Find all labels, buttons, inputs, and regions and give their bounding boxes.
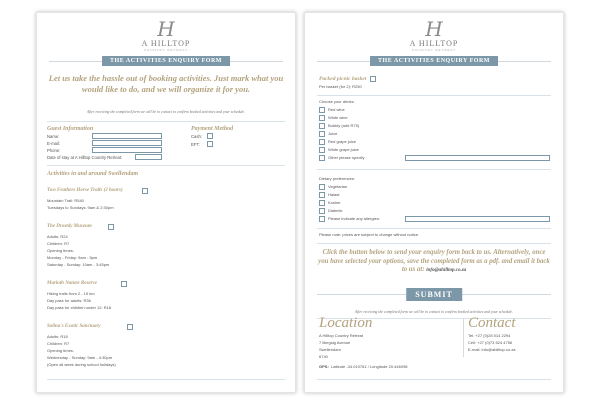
activity-checkbox[interactable]	[127, 324, 133, 330]
activity-detail: Hiking trails from 2 - 15 km	[47, 291, 95, 296]
eft-checkbox[interactable]	[207, 141, 213, 147]
dietary-option: Diabetic	[328, 208, 343, 213]
activity-detail: Wednesday - Sunday: 9am - 4:30pm	[47, 355, 113, 360]
drink-option: Bubbly (add R75)	[328, 123, 360, 128]
activity-detail: Day pass for children under 12: R18	[47, 305, 112, 310]
divider	[317, 95, 551, 96]
logo	[305, 19, 563, 52]
intro-note: After receiving the completed form we will be in contact to confirm booked activities and your schedule.	[86, 110, 246, 114]
activity-detail: Day pass for adults: R36	[47, 298, 91, 303]
cash-label: Cash:	[191, 134, 202, 139]
dietary-option: Please indicate any allergies:	[328, 216, 380, 221]
cta-text	[317, 249, 551, 276]
allergies-field[interactable]	[405, 216, 550, 222]
form-title-banner: THE ACTIVITIES ENQUIRY FORM	[102, 56, 230, 66]
divider	[317, 169, 551, 170]
activities-heading: Activities in and around Swellendam	[47, 171, 139, 177]
picnic-price: Per basket (for 2): R250	[319, 84, 362, 89]
logo-name: A HILLTOP	[409, 39, 459, 48]
activity-detail: (Open all week during school holidays)	[47, 362, 116, 367]
other-drink-checkbox[interactable]	[319, 155, 325, 161]
form-page-left	[36, 12, 296, 393]
other-drink-field[interactable]	[405, 155, 550, 161]
juice-checkbox[interactable]	[319, 131, 325, 137]
name-field[interactable]	[92, 133, 162, 139]
activity-title: Two Feathers Horse Trails (2 hours)	[47, 188, 123, 193]
activity-detail: Saturday - Sunday: 10am - 3:45pm	[47, 262, 110, 267]
kosher-checkbox[interactable]	[319, 200, 325, 206]
drink-option: Red grape juice	[328, 139, 357, 144]
cta-email-link[interactable]: info@ahilltop.co.za	[426, 268, 467, 273]
contact-line: E-mail: info@ahilltop.co.za	[468, 347, 516, 352]
divider	[47, 165, 285, 166]
location-line: 6740	[319, 354, 328, 359]
diabetic-checkbox[interactable]	[319, 208, 325, 214]
halaal-checkbox[interactable]	[319, 192, 325, 198]
divider	[47, 121, 285, 122]
prices-note: Please note: prices are subject to change without notice.	[319, 232, 420, 237]
phone-label: Phone:	[47, 148, 61, 153]
activity-title: Solina's Exotic Sanctuary	[47, 324, 101, 329]
submit-wrap	[317, 288, 551, 300]
divider	[317, 243, 551, 244]
location-line: Swellendam	[319, 347, 341, 352]
white-grape-juice-checkbox[interactable]	[319, 147, 325, 153]
activity-detail: Adults: R18	[47, 334, 68, 339]
activity-detail: Tuesdays to Sundays: 9am & 2:30pm	[47, 205, 114, 210]
picnic-heading: Packed picnic basket	[319, 76, 367, 82]
date-of-stay-field[interactable]	[135, 154, 162, 160]
dietary-label: Dietary preferences:	[319, 176, 356, 181]
email-label: E-mail:	[47, 141, 61, 146]
dietary-option: Kosher	[328, 200, 341, 205]
activity-detail: Children: R7	[47, 241, 70, 246]
eft-label: EFT:	[191, 142, 200, 147]
bubbly-checkbox[interactable]	[319, 123, 325, 129]
logo-mark: H	[425, 17, 443, 41]
red-grape-juice-checkbox[interactable]	[319, 139, 325, 145]
name-label: Name:	[47, 134, 60, 139]
activity-detail: Opening times:	[47, 348, 74, 353]
submit-button[interactable]: SUBMIT	[406, 288, 462, 301]
activity-detail: Monday - Friday: 9am - 5pm	[47, 255, 98, 260]
divider	[47, 379, 285, 380]
logo	[37, 19, 295, 52]
location-line: 7 Bergsig Avenue	[319, 340, 351, 345]
contact-line: Tel: +27 (0)28 514 2294	[468, 333, 511, 338]
activity-checkbox[interactable]	[142, 188, 148, 194]
location-heading: Location	[319, 315, 373, 331]
guest-info-heading: Guest Information	[47, 126, 94, 132]
contact-line: Cell: +27 (0)73 524 4756	[468, 340, 513, 345]
logo-sub: COUNTRY RETREAT	[143, 48, 189, 52]
activity-title: Marloth Nature Reserve	[47, 281, 97, 286]
logo-name: A HILLTOP	[141, 39, 191, 48]
divider	[463, 319, 464, 357]
white-wine-checkbox[interactable]	[319, 115, 325, 121]
vegetarian-checkbox[interactable]	[319, 184, 325, 190]
payment-method-heading: Payment Method	[191, 126, 234, 132]
drink-option: Red wine	[328, 107, 345, 112]
logo-mark: H	[157, 17, 175, 41]
intro-text: Let us take the hassle out of booking activities. Just mark what you would like to do, and we will organize it for you.	[48, 73, 284, 94]
form-page-right	[304, 12, 564, 393]
form-title-banner: THE ACTIVITIES ENQUIRY FORM	[370, 56, 498, 66]
divider	[317, 379, 551, 380]
activity-detail: Mountain Trail: R540	[47, 198, 84, 203]
divider	[317, 228, 551, 229]
activity-detail: Opening times:	[47, 248, 74, 253]
activity-detail: Children: R7	[47, 341, 70, 346]
title-banner-wrap	[317, 56, 551, 66]
cash-checkbox[interactable]	[207, 133, 213, 139]
email-field[interactable]	[92, 140, 162, 146]
picnic-checkbox[interactable]	[370, 76, 376, 82]
gps-label: GPS:	[319, 364, 329, 369]
red-wine-checkbox[interactable]	[319, 107, 325, 113]
drink-option: Juice	[328, 131, 338, 136]
activity-detail: Adults: R24	[47, 234, 68, 239]
drink-option: Other please specify	[328, 155, 365, 160]
contact-heading: Contact	[468, 315, 516, 331]
activity-title: The Drostdy Museum	[47, 224, 92, 229]
title-banner-wrap	[49, 56, 283, 66]
logo-sub: COUNTRY RETREAT	[411, 48, 457, 52]
phone-field[interactable]	[92, 147, 162, 153]
date-of-stay-label: Date of stay at A Hilltop Country Retreat:	[47, 155, 123, 160]
cta-message: Click the button below to send your enquiry form back to us. Alternatively, once you have selected your options, save the completed form as a pdf. and email it back to us at:	[318, 249, 550, 273]
allergies-checkbox[interactable]	[319, 216, 325, 222]
activity-checkbox[interactable]	[121, 281, 127, 287]
dietary-option: Vegetarian	[328, 184, 348, 189]
location-line: A Hilltop Country Retreat	[319, 333, 364, 338]
drink-option: White wine	[328, 115, 348, 120]
dietary-option: Halaal	[328, 192, 340, 197]
drink-option: White grape juice	[328, 147, 359, 152]
submit-note: After receiving the completed form we will be in contact to confirm booked activities and your schedule.	[354, 310, 514, 314]
drinks-label: Choose your drinks:	[319, 99, 355, 104]
activity-checkbox[interactable]	[108, 224, 114, 230]
gps-value: Latitude -34.010761 / Longitude 20.446098	[331, 364, 408, 369]
